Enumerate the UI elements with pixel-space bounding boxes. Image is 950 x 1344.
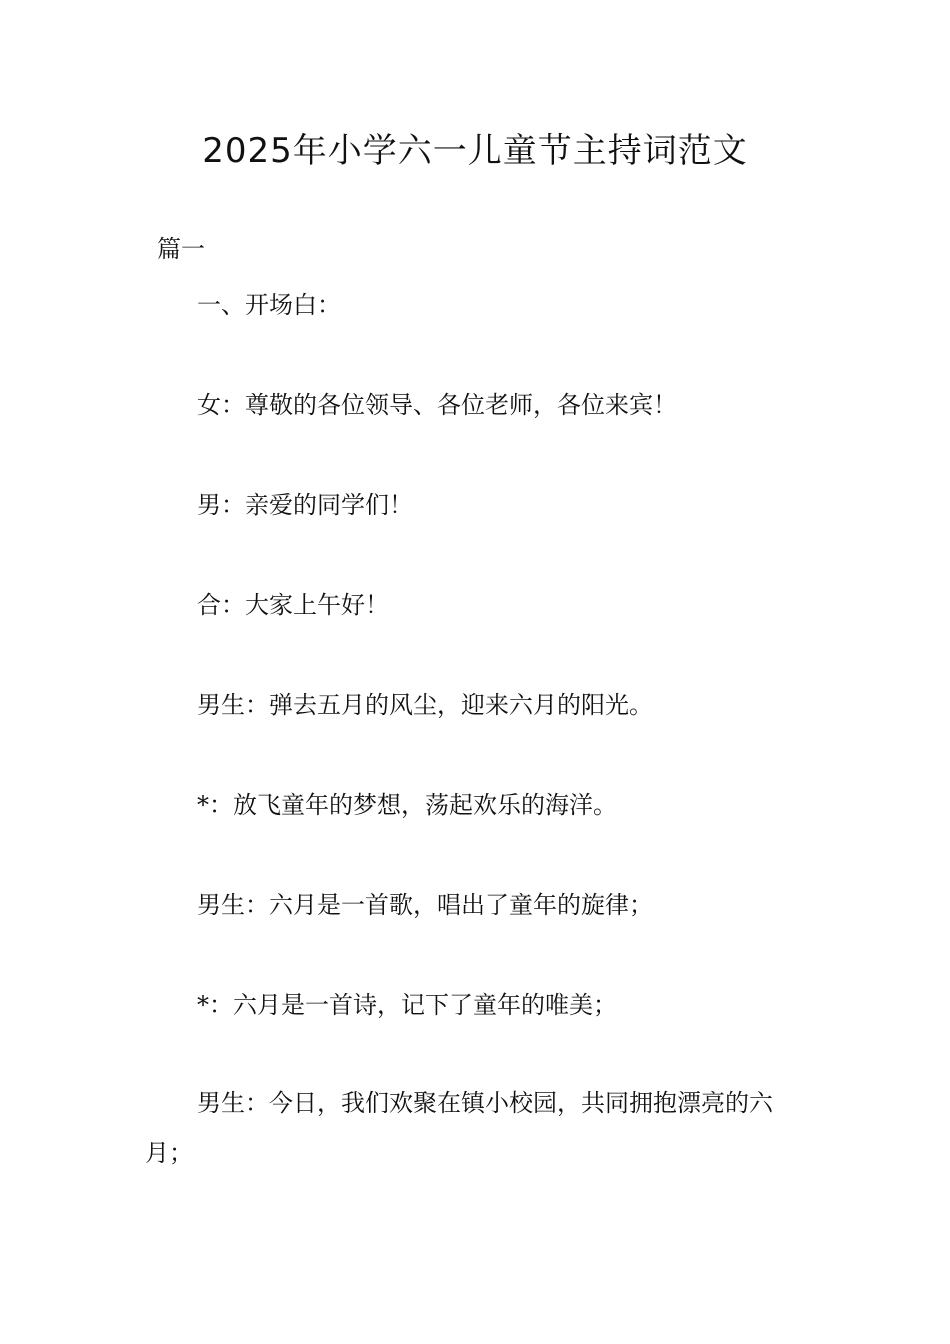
section-label: 篇一: [157, 235, 205, 263]
paragraph-male-line-2: 男生：六月是一首歌，唱出了童年的旋律；: [197, 891, 653, 919]
paragraph-star-line-2: *：六月是一首诗，记下了童年的唯美；: [197, 991, 617, 1019]
paragraph-opening-heading: 一、开场白：: [197, 291, 341, 319]
document-title: 2025年小学六一儿童节主持词范文: [202, 131, 748, 171]
paragraph-male-line-1: 男生：弹去五月的风尘，迎来六月的阳光。: [197, 691, 653, 719]
paragraph-male-greeting: 男：亲爱的同学们！: [197, 491, 413, 519]
paragraph-joint-greeting: 合：大家上午好！: [197, 591, 389, 619]
paragraph-female-greeting: 女：尊敬的各位领导、各位老师，各位来宾！: [197, 391, 677, 419]
paragraph-male-line-3: 男生：今日，我们欢聚在镇小校园，共同拥抱漂亮的六月；: [145, 1089, 773, 1167]
paragraph-star-line-1: *：放飞童年的梦想，荡起欢乐的海洋。: [197, 791, 617, 819]
